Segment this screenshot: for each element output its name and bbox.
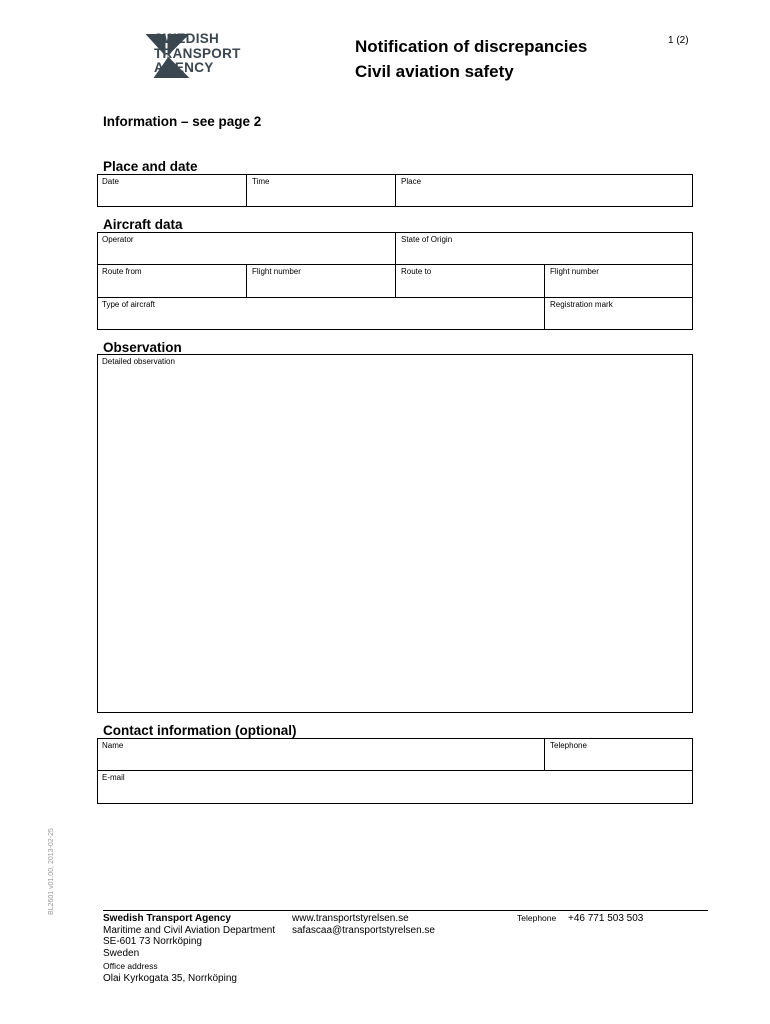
divider	[544, 298, 545, 329]
detailed-observation-field[interactable]	[97, 354, 693, 713]
divider	[246, 265, 247, 297]
flight-number-field-2[interactable]: Flight number	[550, 267, 599, 276]
flight-number-field-1[interactable]: Flight number	[252, 267, 301, 276]
type-of-aircraft-field[interactable]: Type of aircraft	[102, 300, 155, 309]
place-date-heading: Place and date	[103, 159, 198, 174]
footer-org-name: Swedish Transport Agency	[103, 913, 231, 924]
route-from-field[interactable]: Route from	[102, 267, 142, 276]
name-field[interactable]: Name	[102, 741, 124, 750]
time-field[interactable]: Time	[252, 177, 270, 186]
footer-country: Sweden	[103, 947, 140, 959]
form-code: BL2601 v01.00, 2013-02-25	[48, 828, 55, 915]
footer-office-label: Office address	[103, 961, 158, 971]
logo-wordmark	[154, 32, 241, 76]
document-title	[355, 34, 587, 84]
divider	[395, 175, 396, 206]
operator-field[interactable]: Operator	[102, 235, 134, 244]
observation-heading: Observation	[103, 340, 182, 355]
date-field[interactable]: Date	[102, 177, 119, 186]
email-row	[97, 770, 693, 804]
place-field[interactable]: Place	[401, 177, 422, 186]
footer-department: Maritime and Civil Aviation Department	[103, 924, 276, 936]
footer-web	[292, 913, 435, 936]
divider	[395, 233, 396, 264]
place-date-row	[97, 174, 693, 207]
divider	[544, 265, 545, 297]
email-field[interactable]: E-mail	[102, 773, 125, 782]
footer-address	[103, 913, 275, 984]
registration-mark-field[interactable]: Registration mark	[550, 300, 613, 309]
footer-telephone-label: Telephone	[517, 913, 557, 923]
footer-website-link[interactable]: www.transportstyrelsen.se	[292, 913, 409, 924]
logo-line-1: SWEDISH	[154, 31, 220, 46]
divider	[395, 265, 396, 297]
divider	[544, 739, 545, 770]
footer-postal: SE-601 73 Norrköping	[103, 936, 202, 947]
page-number: 1 (2)	[668, 35, 689, 46]
aircraft-data-heading: Aircraft data	[103, 217, 183, 232]
information-heading: Information – see page 2	[103, 114, 262, 129]
contact-heading: Contact information (optional)	[103, 723, 297, 738]
logo-line-3: AGENCY	[154, 60, 214, 75]
footer-telephone: +46 771 503 503	[568, 913, 644, 924]
operator-row	[97, 232, 693, 265]
contact-row	[97, 738, 693, 771]
telephone-field[interactable]: Telephone	[550, 741, 587, 750]
divider	[246, 175, 247, 206]
route-row	[97, 264, 693, 298]
title-line-2: Civil aviation safety	[355, 62, 514, 81]
footer-email-link[interactable]: safascaa@transportstyrelsen.se	[292, 924, 435, 936]
footer-office-address: Olai Kyrkogata 35, Norrköping	[103, 972, 237, 984]
detailed-observation-label: Detailed observation	[102, 357, 175, 366]
footer-divider	[103, 910, 708, 911]
route-to-field[interactable]: Route to	[401, 267, 432, 276]
state-of-origin-field[interactable]: State of Origin	[401, 235, 453, 244]
aircraft-type-row	[97, 297, 693, 330]
title-line-1: Notification of discrepancies	[355, 37, 588, 56]
logo-line-2: TRANSPORT	[154, 45, 241, 61]
